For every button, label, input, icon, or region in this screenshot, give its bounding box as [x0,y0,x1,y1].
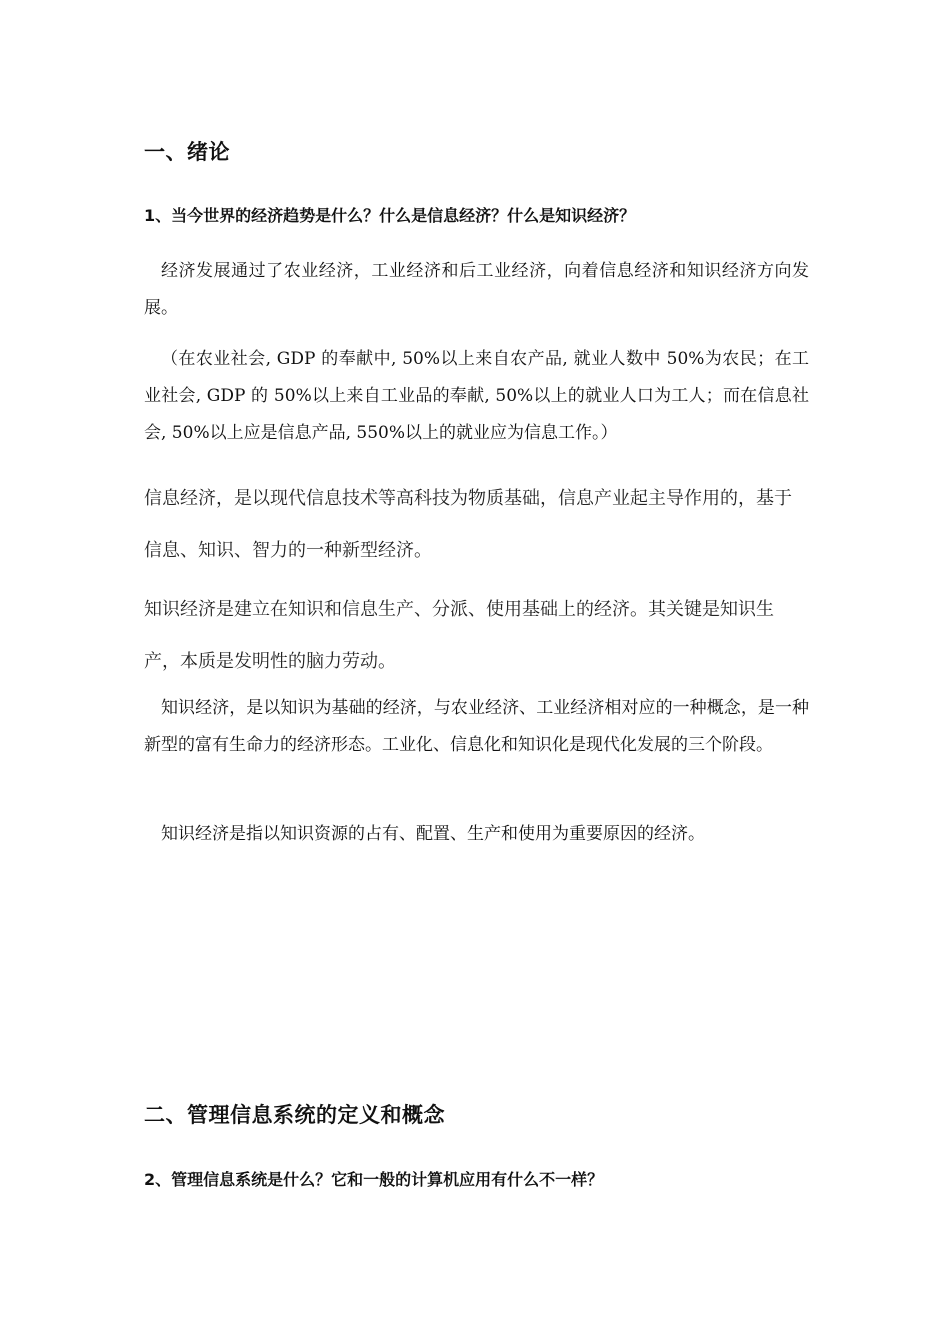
paragraph-information-economy: 信息经济，是以现代信息技术等高科技为物质基础，信息产业起主导作用的，基于信息、知识、智力的一种新型经济。 [144,488,792,561]
question-2: 2、管理信息系统是什么？它和一般的计算机应用有什么不一样？ [144,1170,604,1189]
paragraph-economic-trend: 经济发展通过了农业经济，工业经济和后工业经济，向着信息经济和知识经济方向发展。 [144,261,809,318]
question-1: 1、当今世界的经济趋势是什么？什么是信息经济？什么是知识经济？ [144,206,636,225]
paragraph-gdp-note: （在农业社会, GDP 的奉献中, 50%以上来自农产品, 就业人数中 50%为农民；在工业社会, GDP 的 50%以上来自工业品的奉献, 50%以上的就业人口为工人；而在信息社会, 50%以上应是信息产品, 550%以上的就业应为信息工作。） [144,349,809,443]
section-2-title: 二、管理信息系统的定义和概念 [144,1103,445,1127]
paragraph-knowledge-economy: 知识经济是建立在知识和信息生产、分派、使用基础上的经济。其关键是知识生产，本质是发明性的脑力劳动。 [144,599,774,672]
section-1-title: 一、绪论 [144,140,230,164]
paragraph-knowledge-resources: 知识经济是指以知识资源的占有、配置、生产和使用为重要原因的经济。 [161,824,705,844]
paragraph-knowledge-economy-definition: 知识经济，是以知识为基础的经济，与农业经济、工业经济相对应的一种概念，是一种新型的富有生命力的经济形态。工业化、信息化和知识化是现代化发展的三个阶段。 [144,698,809,755]
